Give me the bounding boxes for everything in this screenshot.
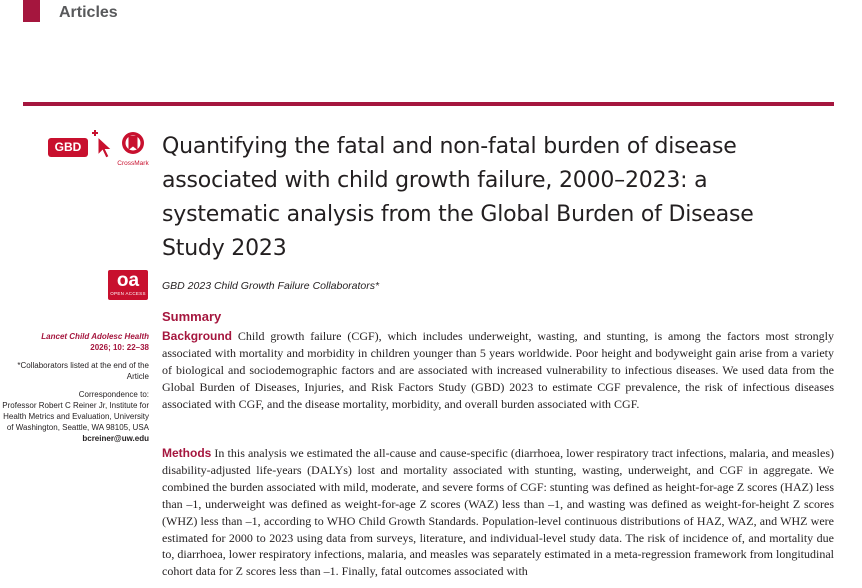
cursor-icon bbox=[89, 127, 115, 161]
gbd-badge[interactable]: GBD bbox=[48, 138, 88, 157]
citation: 2026; 10: 22–38 bbox=[90, 343, 149, 352]
background-text: Child growth failure (CGF), which includes underweight, wasting, and stunting, is among the factors most strongly associated with mortality and morbidity in children younger than 5 years worldwide. Poor height and bodyweight gain arise from a variety of biological and sociodemographic factors and are associated with increased vulnerability to infectious diseases. We used data from the Global Burden of Diseases, Injuries, and Risk Factors Study (GBD) 2023 to estimate CGF prevalence, the risk of infectious diseases associated with CGF, and the disease mortality, morbidity, and overall burden associated with CGF. bbox=[162, 329, 834, 411]
open-access-badge[interactable] bbox=[108, 270, 148, 300]
crossmark-logo[interactable] bbox=[115, 131, 151, 171]
author-line: GBD 2023 Child Growth Failure Collaborators* bbox=[162, 280, 380, 292]
article-title: Quantifying the fatal and non-fatal burden of disease associated with child growth failure, 2000–2023: a systematic analysis from the Global Burden of Disease Study 2023 bbox=[162, 134, 754, 261]
section-label: Articles bbox=[59, 4, 118, 21]
correspondence-email[interactable]: bcreiner@uw.edu bbox=[82, 434, 149, 443]
oa-logo-text: oa bbox=[116, 270, 140, 291]
correspondence-label: Correspondence to: bbox=[78, 390, 149, 399]
abstract-background bbox=[162, 328, 834, 413]
article-sidebar bbox=[0, 331, 149, 444]
crossmark-label: CrossMark bbox=[117, 160, 149, 167]
summary-heading: Summary bbox=[162, 309, 222, 324]
crossmark-icon bbox=[120, 131, 146, 159]
abstract-methods bbox=[162, 445, 834, 580]
background-label: Background bbox=[162, 329, 233, 343]
methods-text: In this analysis we estimated the all-cause and cause-specific (diarrhoea, lower respiratory tract infections, malaria, and measles) disability-adjusted life-years (DALYs) lost and mortality associated with stunting, wasting, underweight, and CGF in aggregate. We combined the burden associated with mild, moderate, and severe forms of CGF: stunting was defined as height-for-age Z scores (HAZ) less than –1, underweight was defined as weight-for-age Z scores (WAZ) less than –1, and wasting was defined as weight-for-height Z scores (WHZ) less than –1, according to WHO Child Growth Standards. Population-level continuous distributions of HAZ, WAZ, and WHZ were estimated for 2000 to 2023 using data from surveys, literature, and individual-level study data. The risk of incidence of, and mortality due to, diarrhoea, lower respiratory infections, malaria, and measles was separately estimated in a meta-regression framework from longitudinal cohort data for Z scores less than –1. Finally, fatal outcomes associated with bbox=[162, 446, 834, 579]
header-rule bbox=[23, 102, 834, 106]
journal-name: Lancet Child Adolesc Health bbox=[41, 332, 149, 341]
correspondence-address: Professor Robert C Reiner Jr, Institute for Health Metrics and Evaluation, University of Washington, Seattle, WA 98105, USA bbox=[2, 401, 149, 432]
section-tab bbox=[23, 0, 40, 22]
methods-label: Methods bbox=[162, 446, 212, 460]
collaborators-note: *Collaborators listed at the end of the Article bbox=[17, 361, 149, 381]
oa-subtext: OPEN ACCESS bbox=[110, 291, 146, 296]
